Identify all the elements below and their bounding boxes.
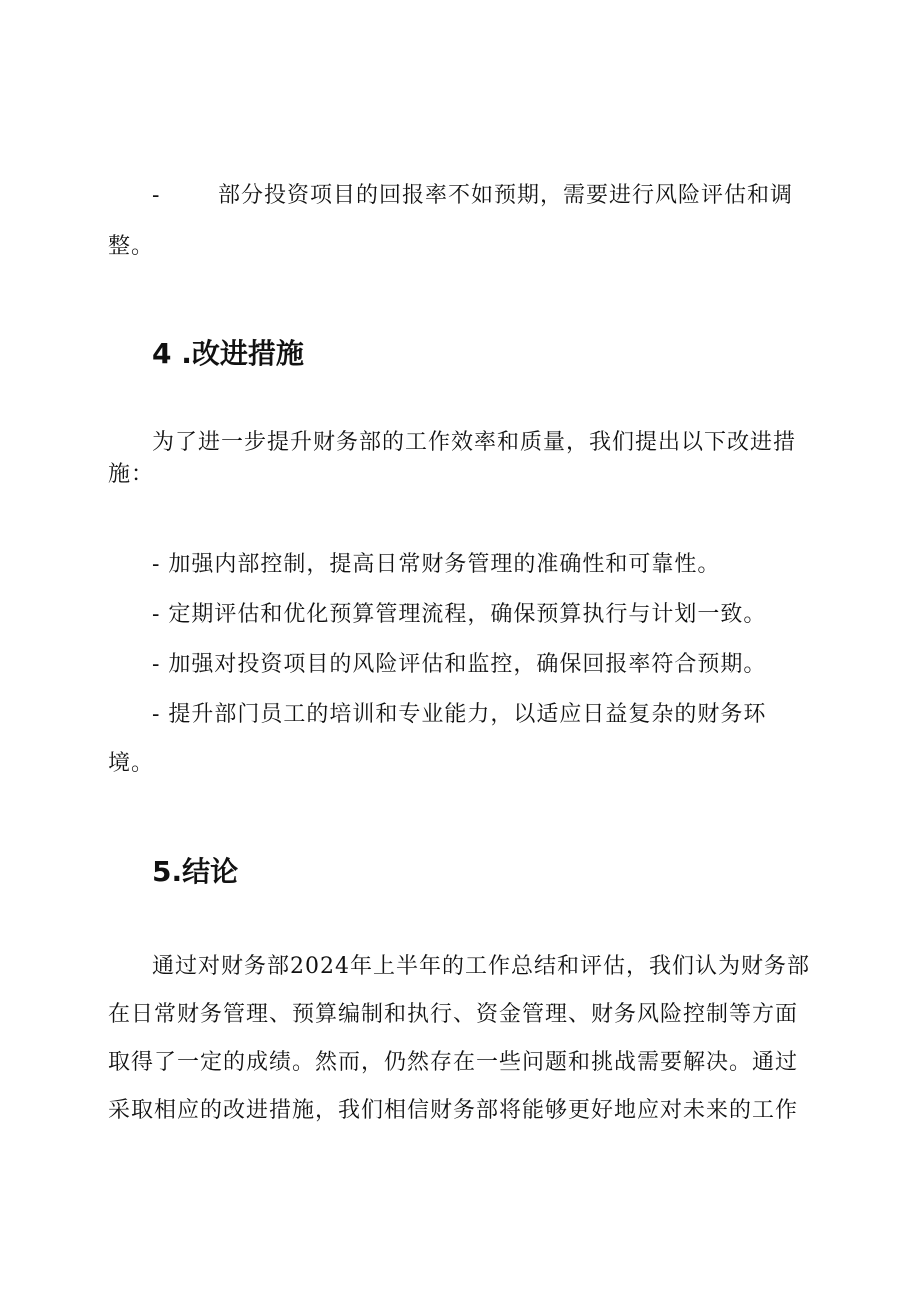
conclusion-paragraph-line: 在日常财务管理、预算编制和执行、资金管理、财务风险控制等方面 (108, 1002, 799, 1027)
list-item: - 加强内部控制，提高日常财务管理的准确性和可靠性。 (152, 552, 721, 577)
section-heading-conclusion: 5.结论 (152, 855, 239, 888)
conclusion-paragraph-line: 采取相应的改进措施，我们相信财务部将能够更好地应对未来的工作 (108, 1098, 799, 1123)
section-heading-improvements: 4 .改进措施 (152, 337, 304, 370)
bullet-text-line: 部分投资项目的回报率不如预期，需要进行风险评估和调 (218, 183, 794, 208)
list-item: - 加强对投资项目的风险评估和监控，确保回报率符合预期。 (152, 652, 767, 677)
list-item: - 提升部门员工的培训和专业能力，以适应日益复杂的财务环 (152, 702, 767, 727)
intro-paragraph-line: 为了进一步提升财务部的工作效率和质量，我们提出以下改进措 (152, 430, 797, 455)
intro-paragraph-line: 施： (108, 462, 155, 487)
conclusion-paragraph-line: 取得了一定的成绩。然而，仍然存在一些问题和挑战需要解决。通过 (108, 1050, 799, 1075)
conclusion-paragraph-line: 通过对财务部2024年上半年的工作总结和评估，我们认为财务部 (152, 954, 810, 979)
bullet-text-line: 整。 (108, 234, 155, 259)
bullet-dash: - (152, 183, 161, 208)
list-item: - 定期评估和优化预算管理流程，确保预算执行与计划一致。 (152, 602, 767, 627)
list-item-continuation: 境。 (108, 751, 155, 776)
